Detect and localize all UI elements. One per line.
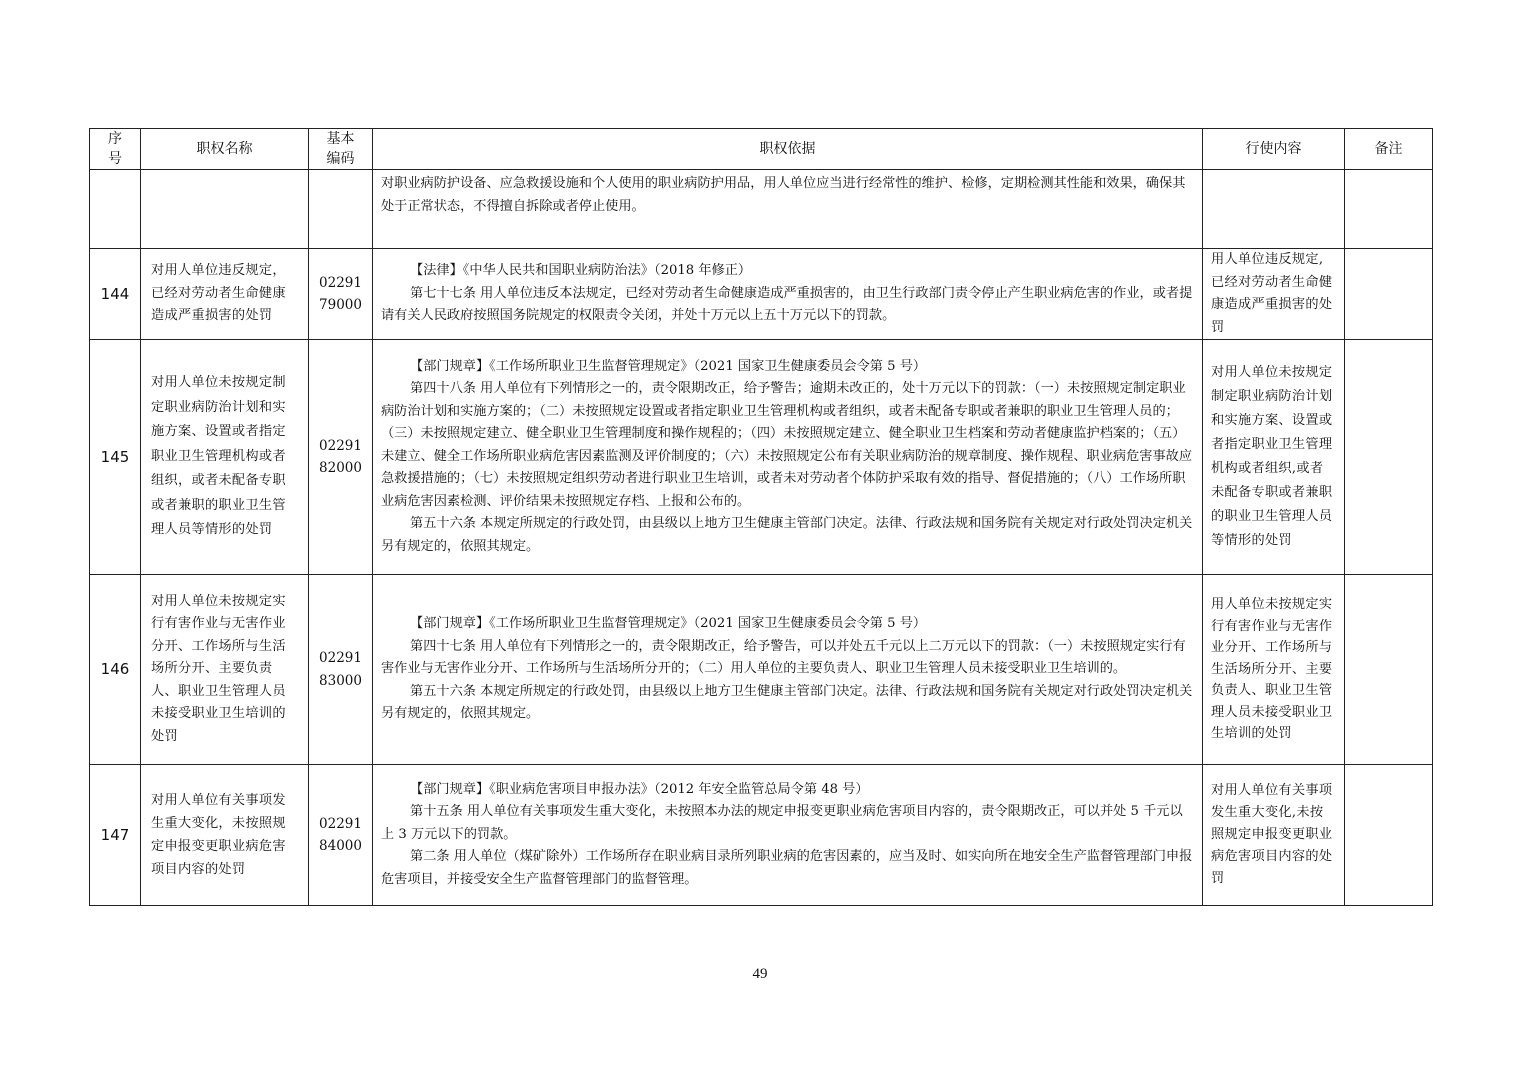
header-code: 基本 编码	[309, 129, 373, 170]
cell-exec: 对用人单位未按规定制定职业病防治计划和实施方案、设置或者指定职业卫生管理机构或者组织,或者未配备专职或者兼职的职业卫生管理人员等情形的处罚	[1203, 340, 1345, 575]
cell-note	[1345, 575, 1433, 765]
cell-seq	[90, 170, 141, 249]
table-row-continuation	[90, 170, 1433, 249]
basis-paragraph: 【部门规章】《职业病危害项目申报办法》（2012 年安全监管总局令第 48 号）	[410, 781, 869, 797]
basis-paragraph: 【法律】《中华人民共和国职业病防治法》（2018 年修正）	[410, 263, 752, 279]
basis-paragraph: 第四十八条 用人单位有下列情形之一的，责令限期改正，给予警告；逾期未改正的，处十万元以下的罚款：（一）未按照规定制定职业病防治计划和实施方案的；（二）未按照规定设置或者指定职业卫生管理机构或者组织，或者未配备专职或者兼职的职业卫生管理人员的；（三）未按照规定建立、健全职业卫生管理制度和操作规程的；（四）未按照规定建立、健全职业卫生档案和劳动者健康监护档案的；（五）未建立、健全工作场所职业病危害因素监测及评价制度的；（六）未按照规定公布有关职业病防治的规章制度、操作规程、职业病危害事故应急救援措施的；（七）未按照规定组织劳动者进行职业卫生培训，或者未对劳动者个体防护采取有效的指导、督促措施的；（八）工作场所职业病危害因素检测、评价结果未按照规定存档、上报和公布的。	[381, 381, 1193, 509]
cell-exec	[1203, 170, 1345, 249]
table-row	[90, 340, 1433, 575]
table-header-row	[90, 129, 1433, 170]
basis-paragraph: 第二条 用人单位（煤矿除外）工作场所存在职业病目录所列职业病的危害因素的，应当及时、如实向所在地安全生产监督管理部门申报危害项目，并接受安全生产监督管理部门的监督管理。	[381, 849, 1193, 887]
cell-basis	[373, 340, 1203, 575]
cell-note	[1345, 249, 1433, 340]
cell-basis	[373, 170, 1203, 249]
cell-code: 02291 84000	[309, 765, 373, 906]
cell-exec: 用人单位未按规定实行有害作业与无害作业分开、工作场所与生活场所分开、主要负责人、职业卫生管理人员未接受职业卫生培训的处罚	[1203, 575, 1345, 765]
authority-table	[89, 128, 1433, 906]
cell-code: 02291 79000	[309, 249, 373, 340]
cell-seq: 147	[90, 765, 141, 906]
cell-basis	[373, 575, 1203, 765]
cell-seq: 144	[90, 249, 141, 340]
cell-code: 02291 83000	[309, 575, 373, 765]
cell-code	[309, 170, 373, 249]
cell-code: 02291 82000	[309, 340, 373, 575]
cell-basis	[373, 765, 1203, 906]
basis-paragraph: 第十五条 用人单位有关事项发生重大变化，未按照本办法的规定申报变更职业病危害项目内容的，责令限期改正，可以并处 5 千元以上 3 万元以下的罚款。	[381, 804, 1183, 842]
header-note: 备注	[1345, 129, 1433, 170]
basis-paragraph: 第五十六条 本规定所规定的行政处罚，由县级以上地方卫生健康主管部门决定。法律、行政法规和国务院有关规定对行政处罚决定机关另有规定的，依照其规定。	[381, 683, 1193, 722]
cell-name: 对用人单位未按规定制定职业病防治计划和实施方案、设置或者指定职业卫生管理机构或者组织，或者未配备专职或者兼职的职业卫生管理人员等情形的处罚	[141, 340, 309, 575]
table-row	[90, 249, 1433, 340]
page-number: 49	[752, 966, 768, 982]
cell-name: 对用人单位有关事项发生重大变化，未按照规定申报变更职业病危害项目内容的处罚	[141, 765, 309, 906]
header-name: 职权名称	[141, 129, 309, 170]
cell-note	[1345, 340, 1433, 575]
cell-seq: 146	[90, 575, 141, 765]
cell-basis	[373, 249, 1203, 340]
header-basis: 职权依据	[373, 129, 1203, 170]
basis-paragraph: 第四十七条 用人单位有下列情形之一的，责令限期改正，给予警告，可以并处五千元以上二万元以下的罚款：（一）未按照规定实行有害作业与无害作业分开、工作场所与生活场所分开的；（二）用人单位的主要负责人、职业卫生管理人员未接受职业卫生培训的。	[381, 638, 1186, 677]
cell-note	[1345, 765, 1433, 906]
table-row	[90, 575, 1433, 765]
basis-paragraph: 【部门规章】《工作场所职业卫生监督管理规定》（2021 国家卫生健康委员会令第 5 号）	[410, 616, 927, 632]
header-seq: 序 号	[90, 129, 141, 170]
cell-name	[141, 170, 309, 249]
cell-note	[1345, 170, 1433, 249]
cell-seq: 145	[90, 340, 141, 575]
table-row	[90, 765, 1433, 906]
header-exec: 行使内容	[1203, 129, 1345, 170]
basis-paragraph: 【部门规章】《工作场所职业卫生监督管理规定》（2021 国家卫生健康委员会令第 5 号）	[410, 358, 927, 374]
basis-paragraph: 第五十六条 本规定所规定的行政处罚，由县级以上地方卫生健康主管部门决定。法律、行政法规和国务院有关规定对行政处罚决定机关另有规定的，依照其规定。	[381, 516, 1193, 554]
cell-name: 对用人单位未按规定实行有害作业与无害作业分开、工作场所与生活场所分开、主要负责人、职业卫生管理人员未接受职业卫生培训的处罚	[141, 575, 309, 765]
cell-name: 对用人单位违反规定，已经对劳动者生命健康造成严重损害的处罚	[141, 249, 309, 340]
basis-paragraph: 对职业病防护设备、应急救援设施和个人使用的职业病防护用品，用人单位应当进行经常性的维护、检修，定期检测其性能和效果，确保其处于正常状态，不得擅自拆除或者停止使用。	[381, 176, 1186, 214]
cell-exec: 对用人单位有关事项发生重大变化,未按照规定申报变更职业病危害项目内容的处罚	[1203, 765, 1345, 906]
basis-paragraph: 第七十七条 用人单位违反本法规定，已经对劳动者生命健康造成严重损害的，由卫生行政部门责令停止产生职业病危害的作业，或者提请有关人民政府按照国务院规定的权限责令关闭，并处十万元以上五十万元以下的罚款。	[381, 285, 1193, 324]
cell-exec: 用人单位违反规定,已经对劳动者生命健康造成严重损害的处罚	[1203, 249, 1345, 340]
